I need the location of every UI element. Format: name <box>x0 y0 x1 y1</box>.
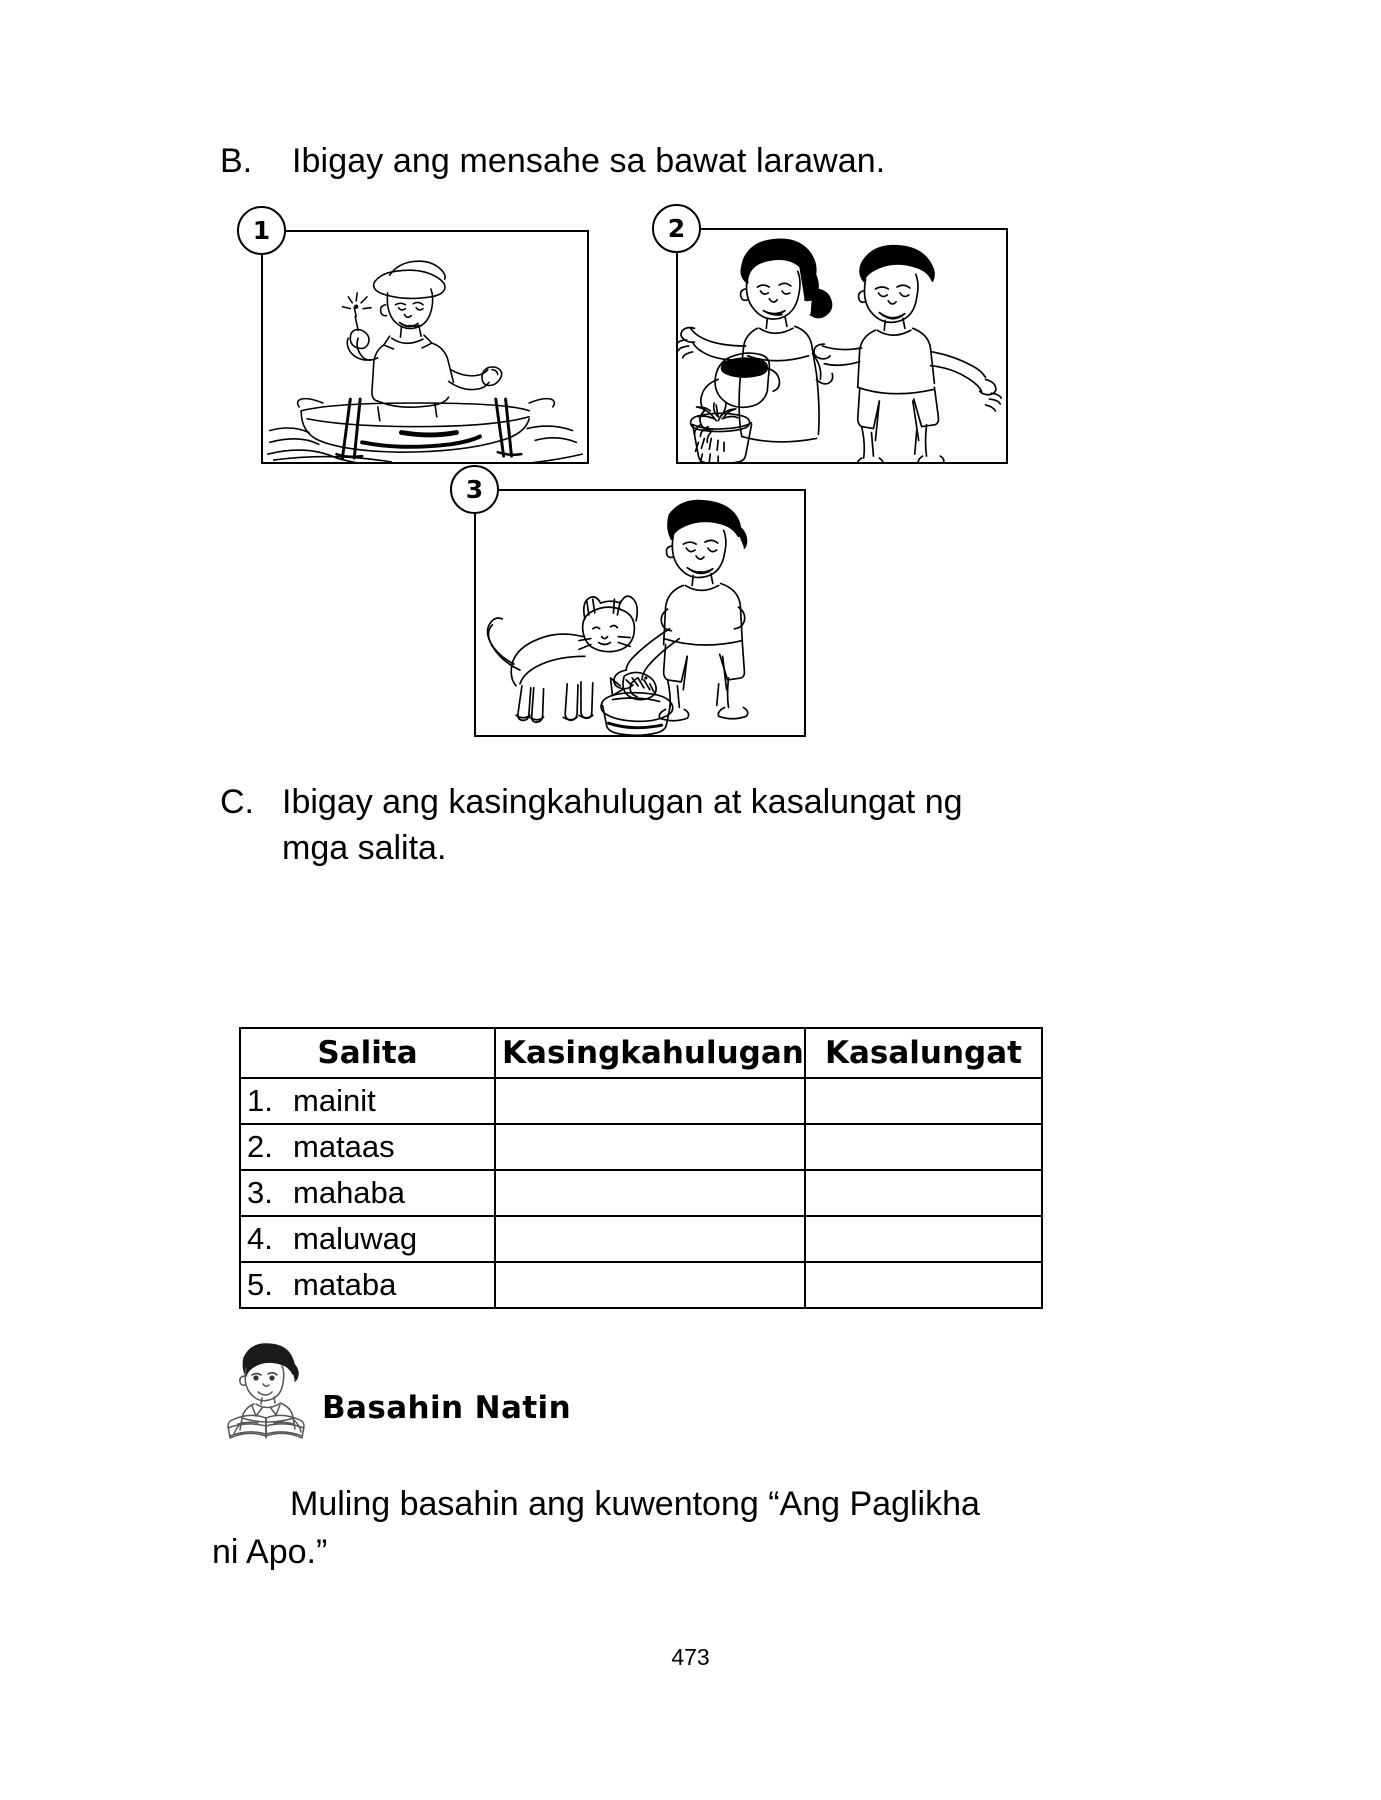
section-c-letter: C. <box>220 783 254 821</box>
table-row <box>240 1262 1042 1308</box>
table-header-salita: Salita <box>240 1028 495 1078</box>
kasalungat-answer-3[interactable] <box>805 1170 1042 1216</box>
section-c-instruction-line1: Ibigay ang kasingkahulugan at kasalungat ng <box>282 783 963 821</box>
table-row <box>240 1078 1042 1124</box>
boy-reading-book-icon <box>218 1340 314 1440</box>
word-cell-4 <box>240 1216 495 1262</box>
word-cell-3 <box>240 1170 495 1216</box>
section-c-instruction-line2: mga salita. <box>282 828 447 867</box>
illustration-boy-feeding-cat <box>476 491 804 735</box>
word-number-1: 1. <box>247 1083 273 1118</box>
word-text-5: mataba <box>293 1267 397 1302</box>
picture-badge-2: 2 <box>652 204 701 253</box>
table-row <box>240 1216 1042 1262</box>
closing-paragraph <box>212 1480 1052 1577</box>
word-number-5: 5. <box>247 1267 273 1302</box>
kasingkahulugan-answer-1[interactable] <box>495 1078 805 1124</box>
section-b-letter: B. <box>220 142 253 180</box>
picture-box-2 <box>667 214 1008 464</box>
picture-badge-1: 1 <box>237 206 286 255</box>
kasalungat-answer-2[interactable] <box>805 1124 1042 1170</box>
word-number-4: 4. <box>247 1221 273 1256</box>
kasalungat-answer-1[interactable] <box>805 1078 1042 1124</box>
illustration-fisherman-in-banca <box>263 232 587 462</box>
kasingkahulugan-answer-2[interactable] <box>495 1124 805 1170</box>
word-text-4: maluwag <box>293 1221 418 1256</box>
kasalungat-answer-4[interactable] <box>805 1216 1042 1262</box>
word-number-2: 2. <box>247 1129 273 1164</box>
page-number: 473 <box>671 1644 710 1670</box>
illustration-children-watering-plant <box>678 230 1006 462</box>
synonym-antonym-table <box>239 1027 1043 1309</box>
basahin-natin-section <box>218 1340 571 1440</box>
section-b-heading <box>220 142 885 181</box>
table-row <box>240 1170 1042 1216</box>
word-cell-2 <box>240 1124 495 1170</box>
closing-line2: ni Apo.” <box>212 1533 328 1572</box>
word-text-3: mahaba <box>293 1175 406 1210</box>
word-number-3: 3. <box>247 1175 273 1210</box>
word-text-1: mainit <box>293 1083 376 1118</box>
section-c-heading <box>220 780 1040 872</box>
kasingkahulugan-answer-3[interactable] <box>495 1170 805 1216</box>
word-cell-1 <box>240 1078 495 1124</box>
word-cell-5 <box>240 1262 495 1308</box>
table-header-kasingkahulugan: Kasingkahulugan <box>495 1028 805 1078</box>
table-header-kasalungat: Kasalungat <box>805 1028 1042 1078</box>
picture-box-1 <box>252 216 589 464</box>
word-text-2: mataas <box>293 1129 395 1164</box>
table-header-row <box>240 1028 1042 1078</box>
table-row <box>240 1124 1042 1170</box>
section-b-instruction: Ibigay ang mensahe sa bawat larawan. <box>292 142 886 180</box>
kasalungat-answer-5[interactable] <box>805 1262 1042 1308</box>
kasingkahulugan-answer-5[interactable] <box>495 1262 805 1308</box>
picture-badge-3: 3 <box>450 465 499 514</box>
picture-box-3 <box>465 475 806 737</box>
closing-line1: Muling basahin ang kuwentong “Ang Paglikha <box>290 1485 980 1523</box>
basahin-natin-label: Basahin Natin <box>322 1390 572 1426</box>
kasingkahulugan-answer-4[interactable] <box>495 1216 805 1262</box>
